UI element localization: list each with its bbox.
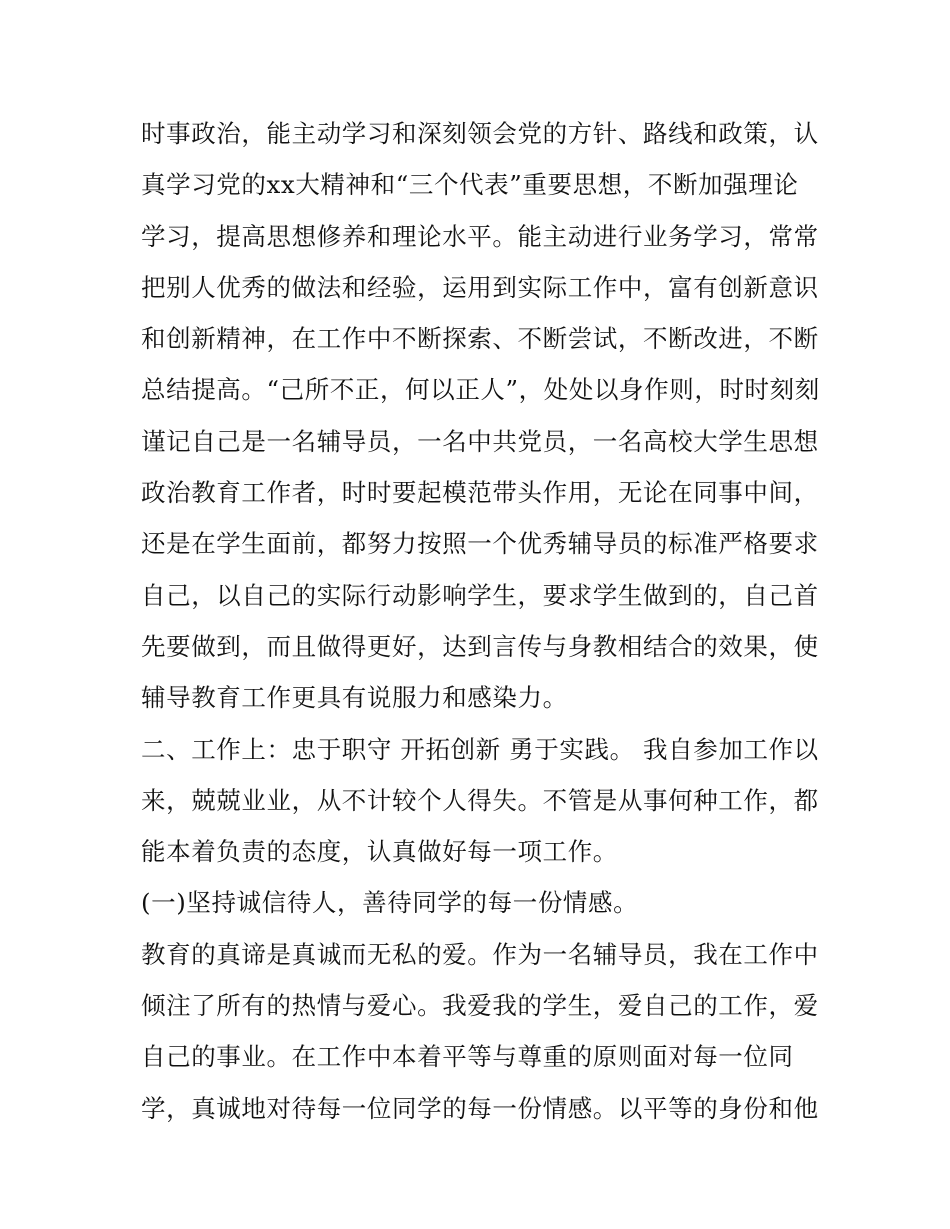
text-line: 自己的事业。在工作中本着平等与尊重的原则面对每一位同 (141, 1042, 794, 1072)
text-line: 学习，提高思想修养和理论水平。能主动进行业务学习，常常 (141, 221, 819, 251)
text-line: 辅导教育工作更具有说服力和感染力。 (141, 683, 568, 713)
text-line: 真学习党的xx大精神和“三个代表”重要思想，不断加强理论 (141, 170, 799, 200)
text-line: 先要做到，而且做得更好，达到言传与身教相结合的效果，使 (141, 631, 819, 661)
text-line: 政治教育工作者，时时要起模范带头作用，无论在同事中间， (141, 478, 819, 508)
text-line: 谨记自己是一名辅导员，一名中共党员，一名高校大学生思想 (141, 426, 819, 456)
text-line: 自己，以自己的实际行动影响学生，要求学生做到的，自己首 (141, 580, 819, 610)
text-line: 还是在学生面前，都努力按照一个优秀辅导员的标准严格要求 (141, 529, 819, 559)
text-line: 倾注了所有的热情与爱心。我爱我的学生，爱自己的工作，爱 (141, 991, 819, 1021)
text-line: 和创新精神，在工作中不断探索、不断尝试，不断改进，不断 (141, 324, 819, 354)
section-heading-line: 二、工作上：忠于职守 开拓创新 勇于实践。 我自参加工作以 (141, 734, 819, 764)
text-line: 能本着负责的态度，认真做好每一项工作。 (141, 837, 618, 867)
subsection-heading-line: (一)坚持诚信待人，善待同学的每一份情感。 (141, 888, 639, 918)
text-line: 总结提高。“己所不正，何以正人”，处处以身作则，时时刻刻 (141, 375, 820, 405)
text-line: 学，真诚地对待每一位同学的每一份情感。以平等的身份和他 (141, 1093, 819, 1123)
text-line: 来，兢兢业业，从不计较个人得失。不管是从事何种工作，都 (141, 785, 819, 815)
body-text (141, 108, 821, 1134)
text-line: 把别人优秀的做法和经验，运用到实际工作中，富有创新意识 (141, 272, 819, 302)
text-line: 时事政治，能主动学习和深刻领会党的方针、路线和政策，认 (141, 119, 819, 148)
text-line: 教育的真谛是真诚而无私的爱。作为一名辅导员，我在工作中 (141, 939, 819, 969)
